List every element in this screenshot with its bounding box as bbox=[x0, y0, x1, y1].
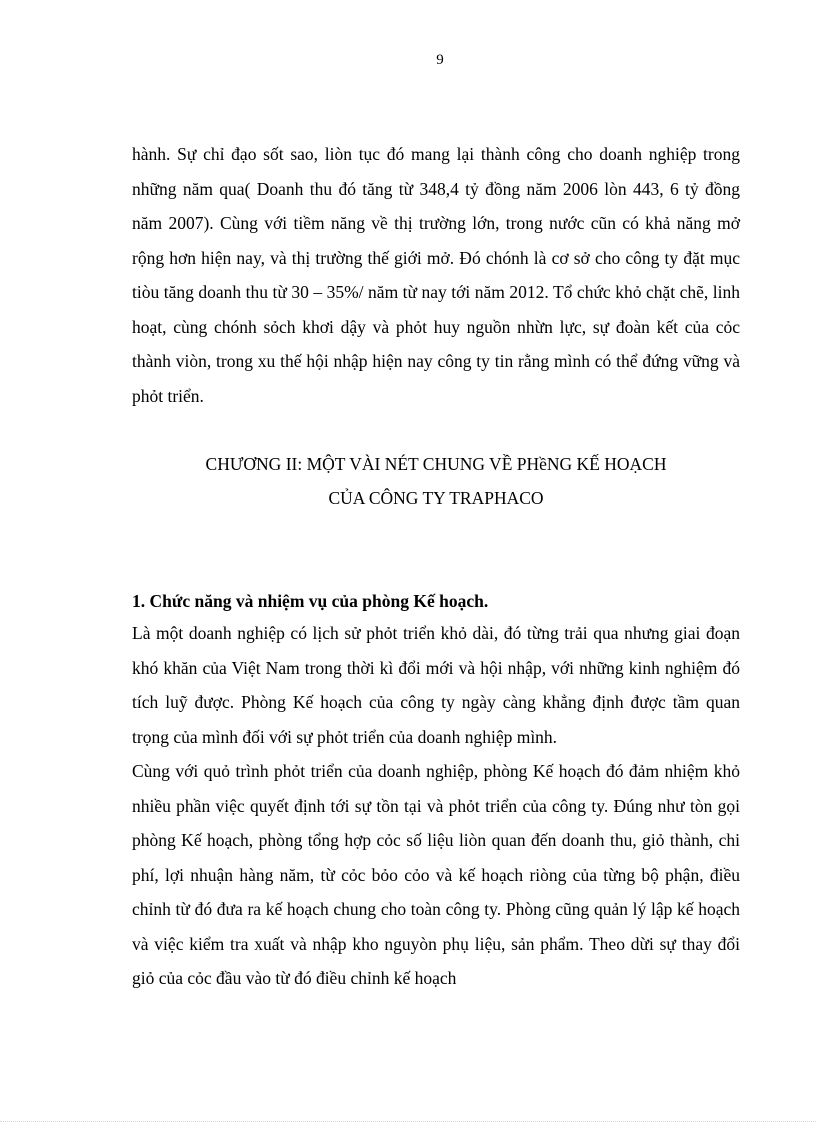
intro-paragraph: hành. Sự chỉ đạo sốt sao, liòn tục đó mang lại thành công cho doanh nghiệp trong những năm qua( Doanh thu đó tăng từ 348,4 tỷ đồng năm 2006 lòn 443, 6 tỷ đồng năm 2007). Cùng với tiềm năng về thị trường lớn, trong nước cũn có khả năng mở rộng hơn hiện nay, và thị trường thế giới mở. Đó chónh là cơ sở cho công ty đặt mục tiòu tăng doanh thu từ 30 – 35%/ năm từ nay tới năm 2012. Tổ chức khỏ chặt chẽ, linh hoạt, cùng chónh sỏch khơi dậy và phỏt huy nguồn nhừn lực, sự đoàn kết của cỏc thành viòn, trong xu thế hội nhập hiện nay công ty tin rằng mình có thể đứng vững và phỏt triển. bbox=[132, 144, 740, 406]
section-paragraph-2: Cùng với quỏ trình phỏt triển của doanh nghiệp, phòng Kế hoạch đó đảm nhiệm khỏ nhiều phần việc quyết định tới sự tồn tại và phỏt triển của công ty. Đúng như tòn gọi phòng Kế hoạch, phòng tổng hợp cỏc số liệu liòn quan đến doanh thu, giỏ thành, chi phí, lợi nhuận hàng năm, từ cỏc bỏo cỏo và kế hoạch riòng của từng bộ phận, điều chỉnh từ đó đưa ra kế hoạch chung cho toàn công ty. Phòng cũng quản lý lập kế hoạch và việc kiểm tra xuất và nhập kho nguyòn phụ liệu, sản phẩm. Theo dừi sự thay đổi giỏ của cỏc đầu vào từ đó điều chỉnh kế hoạch bbox=[132, 761, 740, 988]
page-bottom-divider bbox=[0, 1121, 816, 1122]
chapter-title-line-1: CHƯƠNG II: MỘT VÀI NÉT CHUNG VỀ PHềNG KẾ HOẠCH bbox=[205, 454, 667, 474]
chapter-title-line-2: CỦA CÔNG TY TRAPHACO bbox=[328, 488, 544, 508]
page-number: 9 bbox=[436, 52, 444, 68]
section-paragraph-1: Là một doanh nghiệp có lịch sử phỏt triển khỏ dài, đó từng trải qua nhưng giai đoạn khó khăn của Việt Nam trong thời kì đổi mới và hội nhập, với những kinh nghiệm đó tích luỹ được. Phòng Kế hoạch của công ty ngày càng khẳng định được tầm quan trọng của mình đối với sự phỏt triển của doanh nghiệp mình. bbox=[132, 623, 740, 747]
section-text-block bbox=[132, 616, 740, 996]
intro-text-block bbox=[132, 137, 740, 413]
chapter-title bbox=[132, 447, 740, 515]
section-heading: 1. Chức năng và nhiệm vụ của phòng Kế hoạch. bbox=[132, 591, 489, 611]
